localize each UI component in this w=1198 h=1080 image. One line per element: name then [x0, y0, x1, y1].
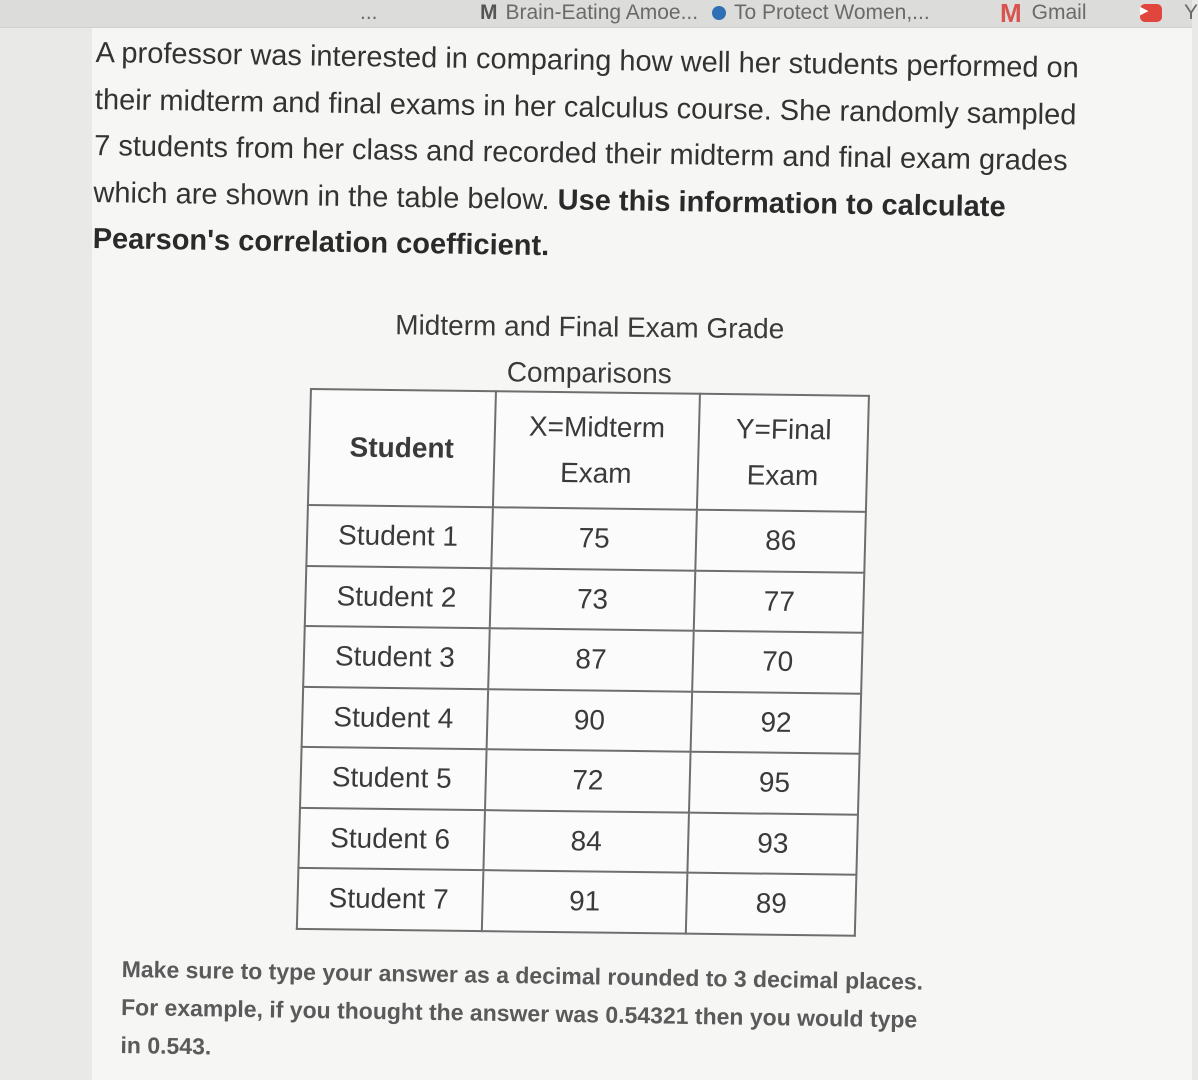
table-caption: Midterm and Final Exam Grade Comparisons [395, 309, 785, 390]
table-row [297, 868, 857, 935]
note-line-3: in 0.543. [120, 1031, 212, 1060]
gmail-icon: M [1000, 0, 1022, 28]
student-cell: Student 5 [300, 747, 486, 810]
bookmark-item-women[interactable] [712, 0, 930, 26]
youtube-icon: ▶ [1140, 4, 1162, 22]
midterm-cell: 87 [488, 628, 694, 691]
question-text [92, 30, 1096, 278]
bookmark-item-gmail[interactable] [1000, 0, 1087, 26]
bookmark-item-youtube[interactable] [1140, 0, 1198, 26]
midterm-cell: 90 [486, 689, 692, 752]
pin-icon [712, 6, 726, 20]
student-cell: Student 6 [298, 807, 484, 870]
bookmark-label: Brain-Eating Amoe... [505, 1, 699, 24]
table-row [300, 747, 860, 814]
bookmarks-bar [0, 0, 1198, 28]
midterm-cell: 84 [483, 810, 689, 873]
header-student: Student [308, 389, 496, 507]
header-final: Y=Final Exam [697, 394, 869, 512]
final-cell: 77 [694, 570, 864, 633]
table-row [303, 626, 863, 693]
table-row [298, 807, 858, 874]
note-line-2: For example, if you thought the answer was 0.54321 then you would type [120, 993, 918, 1033]
m-logo-icon: M [480, 1, 498, 24]
final-cell: 93 [688, 812, 858, 875]
header-midterm: X=Midterm Exam [493, 391, 701, 509]
answer-instructions [120, 950, 1072, 1079]
final-cell: 92 [691, 691, 861, 754]
note-line-1: Make sure to type your answer as a decimal rounded to 3 decimal places. [121, 955, 924, 995]
final-cell: 86 [696, 510, 866, 573]
student-cell: Student 1 [306, 505, 492, 568]
bookmark-item-1[interactable] [360, 0, 378, 26]
table-row [306, 505, 866, 572]
question-instruction: Use this information to calculate Pearson's correlation coefficient. [92, 183, 1006, 263]
grades-table [296, 388, 870, 936]
midterm-cell: 72 [485, 749, 691, 812]
student-cell: Student 3 [303, 626, 489, 689]
final-cell: 89 [686, 873, 856, 936]
table-row [305, 565, 865, 632]
student-cell: Student 7 [297, 868, 483, 931]
bookmark-label: Gmail [1031, 1, 1087, 24]
table-header-row [308, 389, 869, 512]
student-cell: Student 4 [302, 686, 488, 749]
bookmark-label: ... [360, 1, 378, 24]
bookmark-item-amoeba[interactable] [480, 0, 698, 26]
bookmark-label: To Protect Women,... [734, 1, 930, 24]
question-intro: A professor was interested in comparing how well her students performed on their midterm and final exams in her calculus course. She randomly sampled 7 students from her class and recorded their midterm and final exam grades which are shown in the table below. [93, 36, 1080, 216]
final-cell: 95 [689, 752, 859, 815]
midterm-cell: 91 [481, 870, 687, 933]
midterm-cell: 73 [489, 568, 695, 631]
midterm-cell: 75 [491, 507, 697, 570]
student-cell: Student 2 [305, 565, 491, 628]
final-cell: 70 [693, 631, 863, 694]
table-row [302, 686, 862, 753]
bookmark-label: Y [1184, 1, 1198, 24]
